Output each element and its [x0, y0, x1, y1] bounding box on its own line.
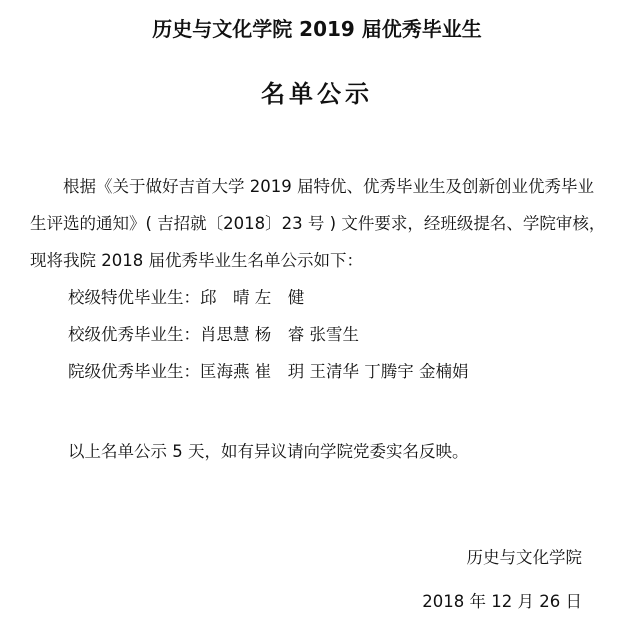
- list-names: 匡海燕 崔 玥 王清华 丁腾宇 金楠娟: [200, 362, 469, 381]
- list-label: 校级优秀毕业生：: [68, 325, 200, 344]
- signature-date: 2018 年 12 月 26 日: [422, 592, 582, 611]
- document-subtitle: 名单公示: [261, 80, 373, 108]
- signature-org: 历史与文化学院: [466, 548, 582, 567]
- list-line-college-excellent: [30, 353, 606, 390]
- intro-paragraph: 根据《关于做好吉首大学 2019 届特优、优秀毕业生及创新创业优秀毕业生评选的通知》( 吉招就〔2018〕23 号 ) 文件要求，经班级提名、学院审核，现将我院 2018 届优秀毕业生名单公示如下：: [30, 177, 606, 270]
- document-title: 历史与文化学院 2019 届优秀毕业生: [152, 17, 482, 41]
- list-line-school-outstanding: [30, 279, 606, 316]
- list-label: 校级特优毕业生：: [68, 288, 200, 307]
- closing-paragraph: 以上名单公示 5 天，如有异议请向学院党委实名反映。: [68, 442, 469, 461]
- list-line-school-excellent: [30, 316, 606, 353]
- list-label: 院级优秀毕业生：: [68, 362, 200, 381]
- list-names: 邱 晴 左 健: [200, 288, 305, 307]
- list-names: 肖思慧 杨 睿 张雪生: [200, 325, 359, 344]
- document-body: [30, 168, 606, 470]
